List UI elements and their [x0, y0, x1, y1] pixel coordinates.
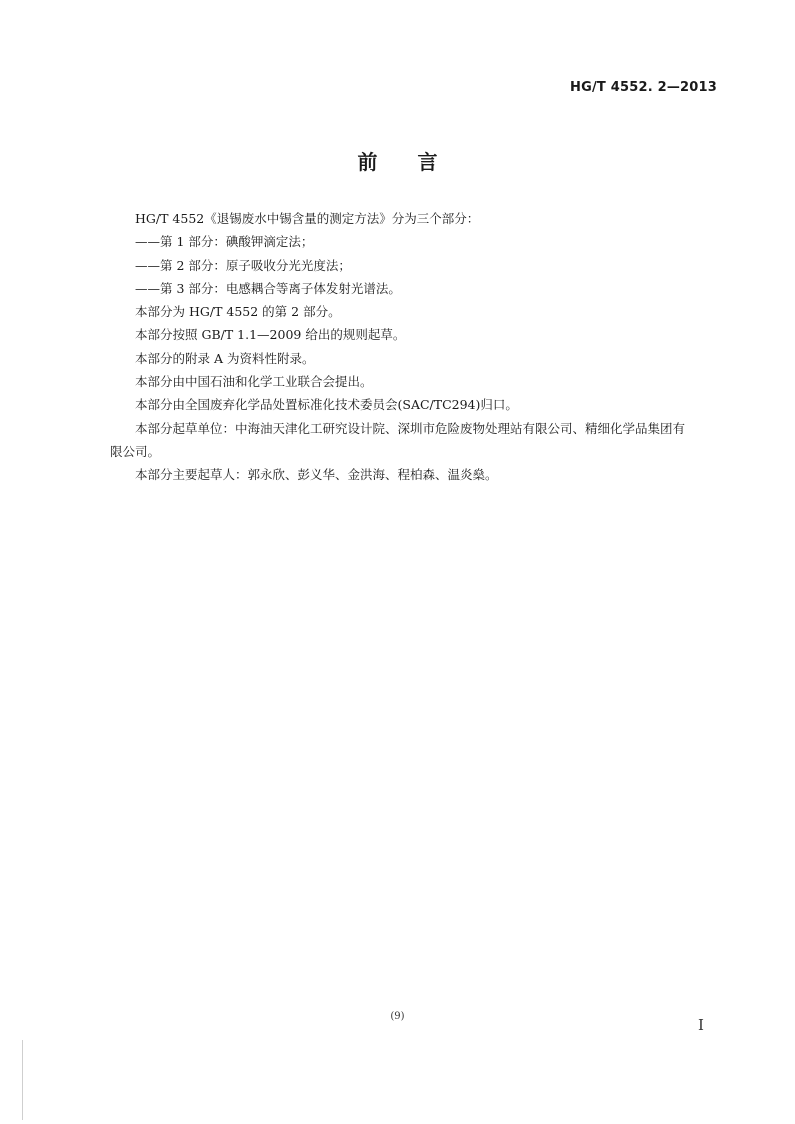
- page-number: (9): [390, 1011, 405, 1022]
- intro-paragraph: HG/T 4552《退锡废水中锡含量的测定方法》分为三个部分：: [135, 211, 480, 226]
- paragraph: 本部分起草单位：中海油天津化工研究设计院、深圳市危险废物处理站有限公司、精细化学品集团有限公司。: [110, 420, 686, 459]
- foreword-body: [110, 207, 690, 487]
- part-list-item: ——第 1 部分：碘酸钾滴定法；: [135, 234, 314, 250]
- paragraph: 本部分由中国石油和化学工业联合会提出。: [135, 374, 373, 390]
- roman-page-number: I: [698, 1016, 704, 1034]
- scan-edge-line: [22, 1040, 23, 1120]
- paragraph: 本部分主要起草人：郭永欣、彭义华、金洪海、程柏森、温炎燊。: [135, 467, 498, 483]
- part-list-item: ——第 3 部分：电感耦合等离子体发射光谱法。: [135, 280, 401, 296]
- paragraph: 本部分的附录 A 为资料性附录。: [135, 350, 315, 366]
- paragraph: 本部分按照 GB/T 1.1—2009 给出的规则起草。: [135, 327, 406, 343]
- standard-code: HG/T 4552. 2—2013: [570, 80, 717, 95]
- paragraph: 本部分为 HG/T 4552 的第 2 部分。: [135, 304, 341, 320]
- paragraph: 本部分由全国废弃化学品处置标准化技术委员会(SAC/TC294)归口。: [135, 397, 518, 413]
- page-title: 前言: [357, 150, 478, 174]
- part-list-item: ——第 2 部分：原子吸收分光光度法；: [135, 257, 351, 273]
